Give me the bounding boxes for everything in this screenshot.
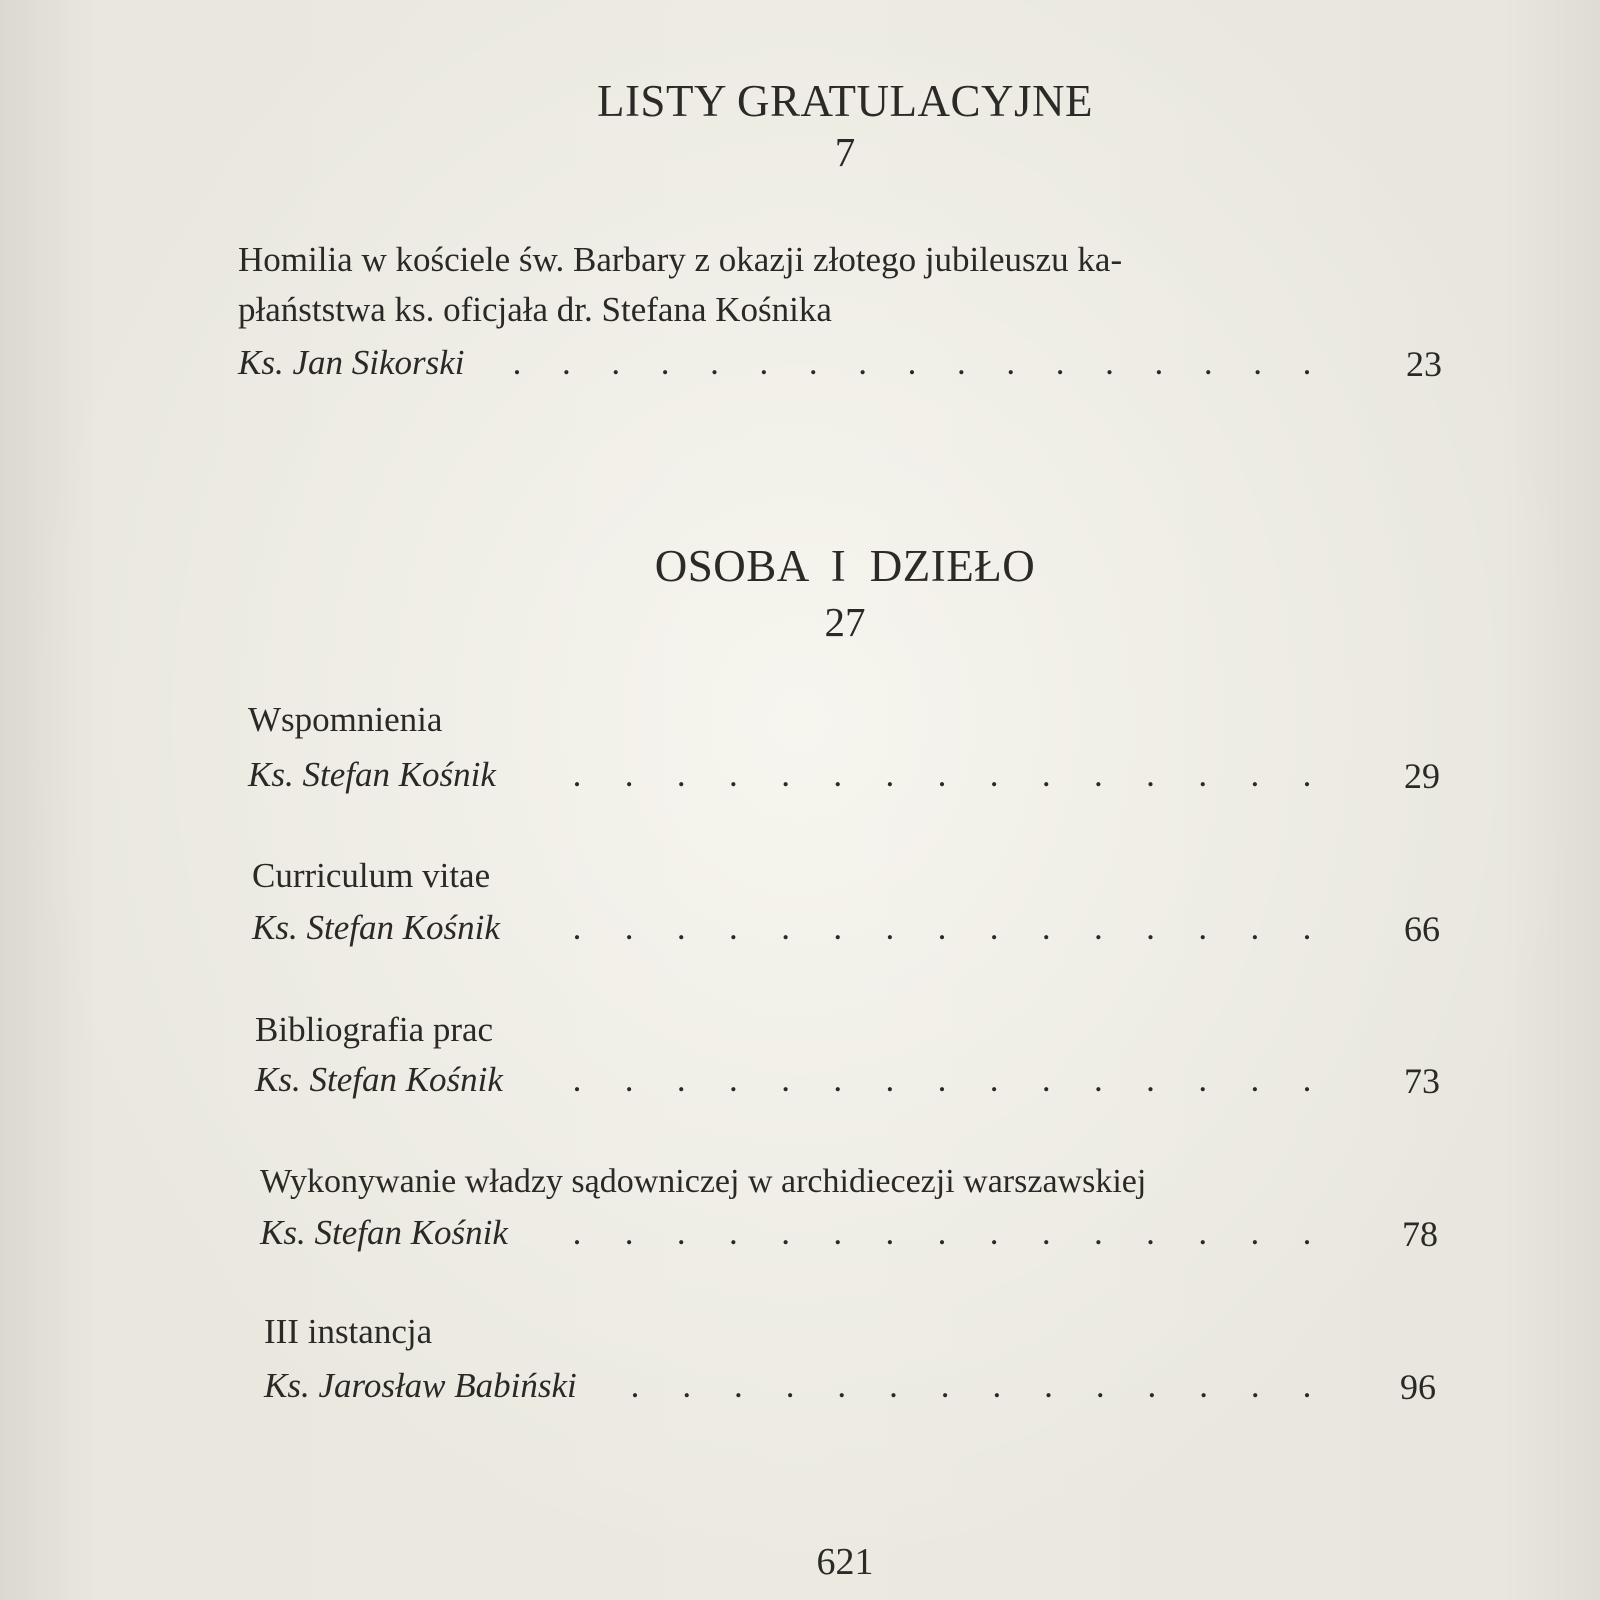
dot-leader: . . . . . . . . . . . . . . . xyxy=(572,755,1312,794)
entry-title-line: płańststwa ks. oficjała dr. Stefana Kośnika xyxy=(238,290,832,329)
page-folio-number: 621 xyxy=(816,1541,874,1583)
entry-author: Ks. Jarosław Babiński xyxy=(264,1366,577,1405)
dot-leader: . . . . . . . . . . . . . . . xyxy=(572,1060,1312,1099)
entry-title-line: Homilia w kościele św. Barbary z okazji złotego jubileuszu ka- xyxy=(238,240,1123,279)
entry-author: Ks. Stefan Kośnik xyxy=(255,1060,503,1099)
entry-author: Ks. Stefan Kośnik xyxy=(260,1213,508,1252)
entry-page-number: 23 xyxy=(1406,344,1442,384)
section-page-number: 7 xyxy=(834,129,856,175)
section-title-listy-gratulacyjne: LISTY GRATULACYJNE xyxy=(596,76,1094,126)
dot-leader: . . . . . . . . . . . . . . . xyxy=(572,1213,1312,1252)
entry-title-line: Wspomnienia xyxy=(248,700,443,739)
entry-page-number: 29 xyxy=(1404,756,1440,796)
entry-title-line: Bibliografia prac xyxy=(255,1010,494,1049)
entry-author: Ks. Stefan Kośnik xyxy=(248,755,496,794)
entry-page-number: 66 xyxy=(1404,909,1440,949)
dot-leader: . . . . . . . . . . . . . . xyxy=(630,1366,1312,1405)
entry-title-line: Curriculum vitae xyxy=(252,856,491,895)
entry-title-line: Wykonywanie władzy sądowniczej w archidiecezji warszawskiej xyxy=(260,1163,1147,1200)
entry-author: Ks. Stefan Kośnik xyxy=(252,908,500,947)
entry-title-line: III instancja xyxy=(264,1312,433,1351)
dot-leader: . . . . . . . . . . . . . . . xyxy=(572,908,1312,947)
entry-page-number: 96 xyxy=(1400,1367,1436,1407)
section-title-osoba-i-dzielo: OSOBA I DZIEŁO xyxy=(654,541,1036,591)
entry-page-number: 78 xyxy=(1402,1214,1438,1254)
entry-page-number: 73 xyxy=(1404,1061,1440,1101)
entry-author: Ks. Jan Sikorski xyxy=(238,343,465,382)
dot-leader: . . . . . . . . . . . . . . . . . xyxy=(512,343,1312,382)
section-page-number: 27 xyxy=(824,599,866,645)
